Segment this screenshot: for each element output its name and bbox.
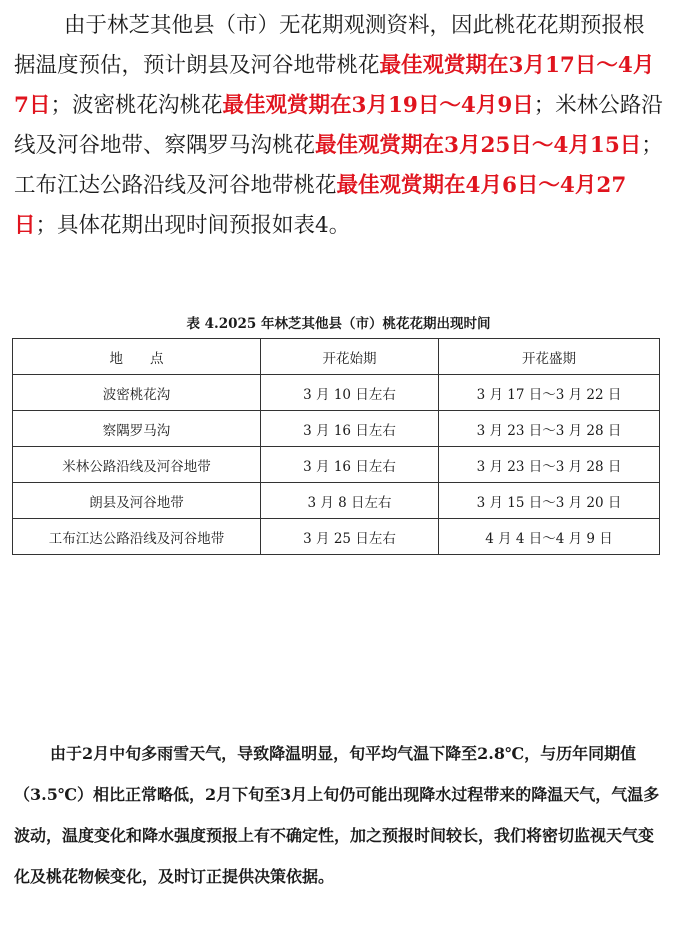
cell-bloom-start: 3 月 8 日左右	[261, 483, 439, 519]
cell-bloom-peak: 3 月 23 日～3 月 28 日	[439, 411, 660, 447]
highlight-period-milin-chayu: 最佳观赏期在3月25日～4月15日	[315, 133, 642, 158]
text-segment: ；波密桃花沟桃花	[50, 93, 223, 118]
highlight-period-bomi: 最佳观赏期在3月19日～4月9日	[222, 93, 534, 118]
bloom-period-table	[12, 338, 660, 555]
cell-bloom-start: 3 月 25 日左右	[261, 519, 439, 555]
cell-bloom-peak: 3 月 23 日～3 月 28 日	[439, 447, 660, 483]
table-row	[13, 447, 660, 483]
cell-location: 察隅罗马沟	[13, 411, 261, 447]
cell-bloom-start: 3 月 16 日左右	[261, 411, 439, 447]
cell-bloom-start: 3 月 10 日左右	[261, 375, 439, 411]
cell-location: 工布江达公路沿线及河谷地带	[13, 519, 261, 555]
forecast-paragraph	[14, 6, 664, 246]
header-bloom-peak: 开花盛期	[439, 339, 660, 375]
text-segment: ；米林公路沿线及河谷地带、察隅罗马沟桃花	[14, 93, 663, 158]
table-row	[13, 519, 660, 555]
text-segment: 由于林芝其他县（市）无花期观测资料，因此桃花花期预报根据温度预估，预计朗县及河谷地带桃花	[14, 13, 645, 78]
header-bloom-start: 开花始期	[261, 339, 439, 375]
cell-bloom-peak: 4 月 4 日～4 月 9 日	[439, 519, 660, 555]
cell-bloom-peak: 3 月 15 日～3 月 20 日	[439, 483, 660, 519]
text-segment: ；工布江达公路沿线及河谷地带桃花	[14, 133, 663, 198]
weather-note-paragraph	[14, 733, 664, 897]
text-segment: ；具体花期出现时间预报如表4。	[35, 213, 351, 238]
table-row	[13, 483, 660, 519]
cell-bloom-start: 3 月 16 日左右	[261, 447, 439, 483]
table-header-row	[13, 339, 660, 375]
table-row	[13, 375, 660, 411]
table-caption: 表 4.2025 年林芝其他县（市）桃花花期出现时间	[186, 316, 491, 332]
highlight-period-langxian: 最佳观赏期在3月17日～4月7日	[14, 53, 655, 118]
highlight-period-gongbujiangda: 最佳观赏期在4月6日～4月27日	[14, 173, 627, 238]
weather-note-text: 由于2月中旬多雨雪天气，导致降温明显，旬平均气温下降至2.8℃，与历年同期值（3.5℃）相比正常略低，2月下旬至3月上旬仍可能出现降水过程带来的降温天气，气温多波动，温度变化和降水强度预报上有不确定性，加之预报时间较长，我们将密切监视天气变化及桃花物候变化，及时订正提供决策依据。	[14, 744, 660, 886]
cell-bloom-peak: 3 月 17 日～3 月 22 日	[439, 375, 660, 411]
cell-location: 米林公路沿线及河谷地带	[13, 447, 261, 483]
cell-location: 波密桃花沟	[13, 375, 261, 411]
table-row	[13, 411, 660, 447]
header-location: 地 点	[13, 339, 261, 375]
cell-location: 朗县及河谷地带	[13, 483, 261, 519]
